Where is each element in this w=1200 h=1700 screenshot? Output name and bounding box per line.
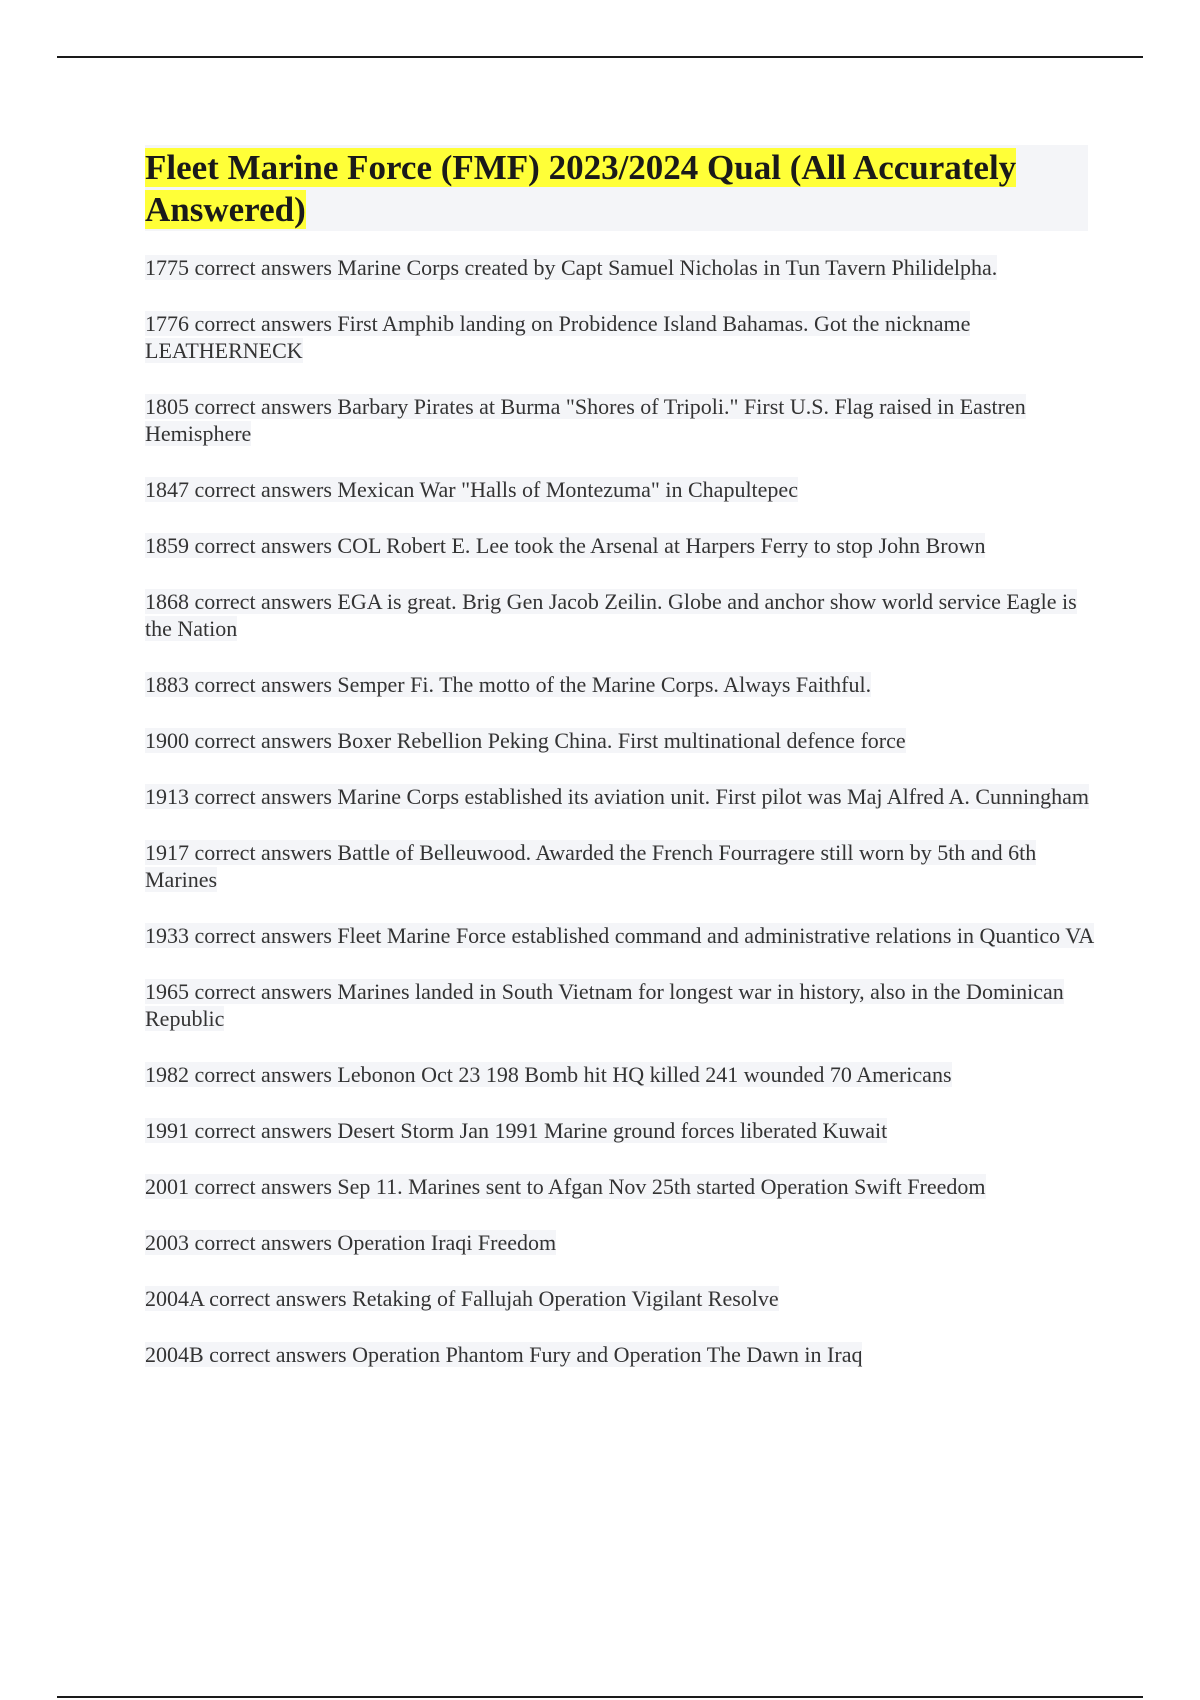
entry-text: 1859 correct answers COL Robert E. Lee took the Arsenal at Harpers Ferry to stop John Brown bbox=[145, 533, 986, 558]
title-block bbox=[145, 145, 1088, 231]
entry-1868 bbox=[145, 588, 1095, 642]
entry-1776 bbox=[145, 310, 1095, 364]
entry-text: 1776 correct answers First Amphib landing on Probidence Island Bahamas. Got the nickname LEATHERNECK bbox=[145, 311, 971, 363]
entry-1805 bbox=[145, 393, 1095, 447]
entry-1859 bbox=[145, 532, 1095, 559]
document-title bbox=[145, 147, 1088, 231]
entry-1933 bbox=[145, 922, 1095, 949]
entry-1775 bbox=[145, 254, 1095, 281]
entry-1965 bbox=[145, 978, 1095, 1032]
entry-text: 2003 correct answers Operation Iraqi Freedom bbox=[145, 1230, 557, 1255]
entry-text: 1900 correct answers Boxer Rebellion Peking China. First multinational defence force bbox=[145, 728, 906, 753]
entry-text: 1805 correct answers Barbary Pirates at Burma "Shores of Tripoli." First U.S. Flag raised in Eastren Hemisphere bbox=[145, 394, 1026, 446]
entry-2004b bbox=[145, 1341, 1095, 1368]
entry-text: 2004A correct answers Retaking of Fallujah Operation Vigilant Resolve bbox=[145, 1286, 779, 1311]
entry-1847 bbox=[145, 476, 1095, 503]
entry-text: 1913 correct answers Marine Corps established its aviation unit. First pilot was Maj Alfred A. Cunningham bbox=[145, 784, 1090, 809]
entry-text: 1933 correct answers Fleet Marine Force established command and administrative relations in Quantico VA bbox=[145, 923, 1095, 948]
entry-text: 1982 correct answers Lebonon Oct 23 198 Bomb hit HQ killed 241 wounded 70 Americans bbox=[145, 1062, 952, 1087]
entry-1900 bbox=[145, 727, 1095, 754]
entry-1883 bbox=[145, 671, 1095, 698]
entry-text: 1868 correct answers EGA is great. Brig Gen Jacob Zeilin. Globe and anchor show world service Eagle is the Nation bbox=[145, 589, 1077, 641]
entry-1917 bbox=[145, 839, 1095, 893]
entry-text: 1847 correct answers Mexican War "Halls of Montezuma" in Chapultepec bbox=[145, 477, 798, 502]
entry-text: 2004B correct answers Operation Phantom Fury and Operation The Dawn in Iraq bbox=[145, 1342, 863, 1367]
entry-text: 1917 correct answers Battle of Belleuwood. Awarded the French Fourragere still worn by 5th and 6th Marines bbox=[145, 840, 1037, 892]
entry-list bbox=[145, 254, 1095, 1368]
entry-text: 2001 correct answers Sep 11. Marines sent to Afgan Nov 25th started Operation Swift Freedom bbox=[145, 1174, 986, 1199]
entry-1982 bbox=[145, 1061, 1095, 1088]
entry-text: 1883 correct answers Semper Fi. The motto of the Marine Corps. Always Faithful. bbox=[145, 672, 872, 697]
bottom-rule bbox=[57, 1696, 1143, 1698]
document-title-text: Fleet Marine Force (FMF) 2023/2024 Qual (All Accurately Answered) bbox=[145, 148, 1017, 229]
entry-1991 bbox=[145, 1117, 1095, 1144]
entry-text: 1965 correct answers Marines landed in South Vietnam for longest war in history, also in the Dominican Republic bbox=[145, 979, 1064, 1031]
entry-2001 bbox=[145, 1173, 1095, 1200]
entry-2004a bbox=[145, 1285, 1095, 1312]
entry-2003 bbox=[145, 1229, 1095, 1256]
entry-text: 1775 correct answers Marine Corps created by Capt Samuel Nicholas in Tun Tavern Philidelpha. bbox=[145, 255, 998, 280]
top-rule bbox=[57, 56, 1143, 58]
entry-1913 bbox=[145, 783, 1095, 810]
entry-text: 1991 correct answers Desert Storm Jan 1991 Marine ground forces liberated Kuwait bbox=[145, 1118, 888, 1143]
